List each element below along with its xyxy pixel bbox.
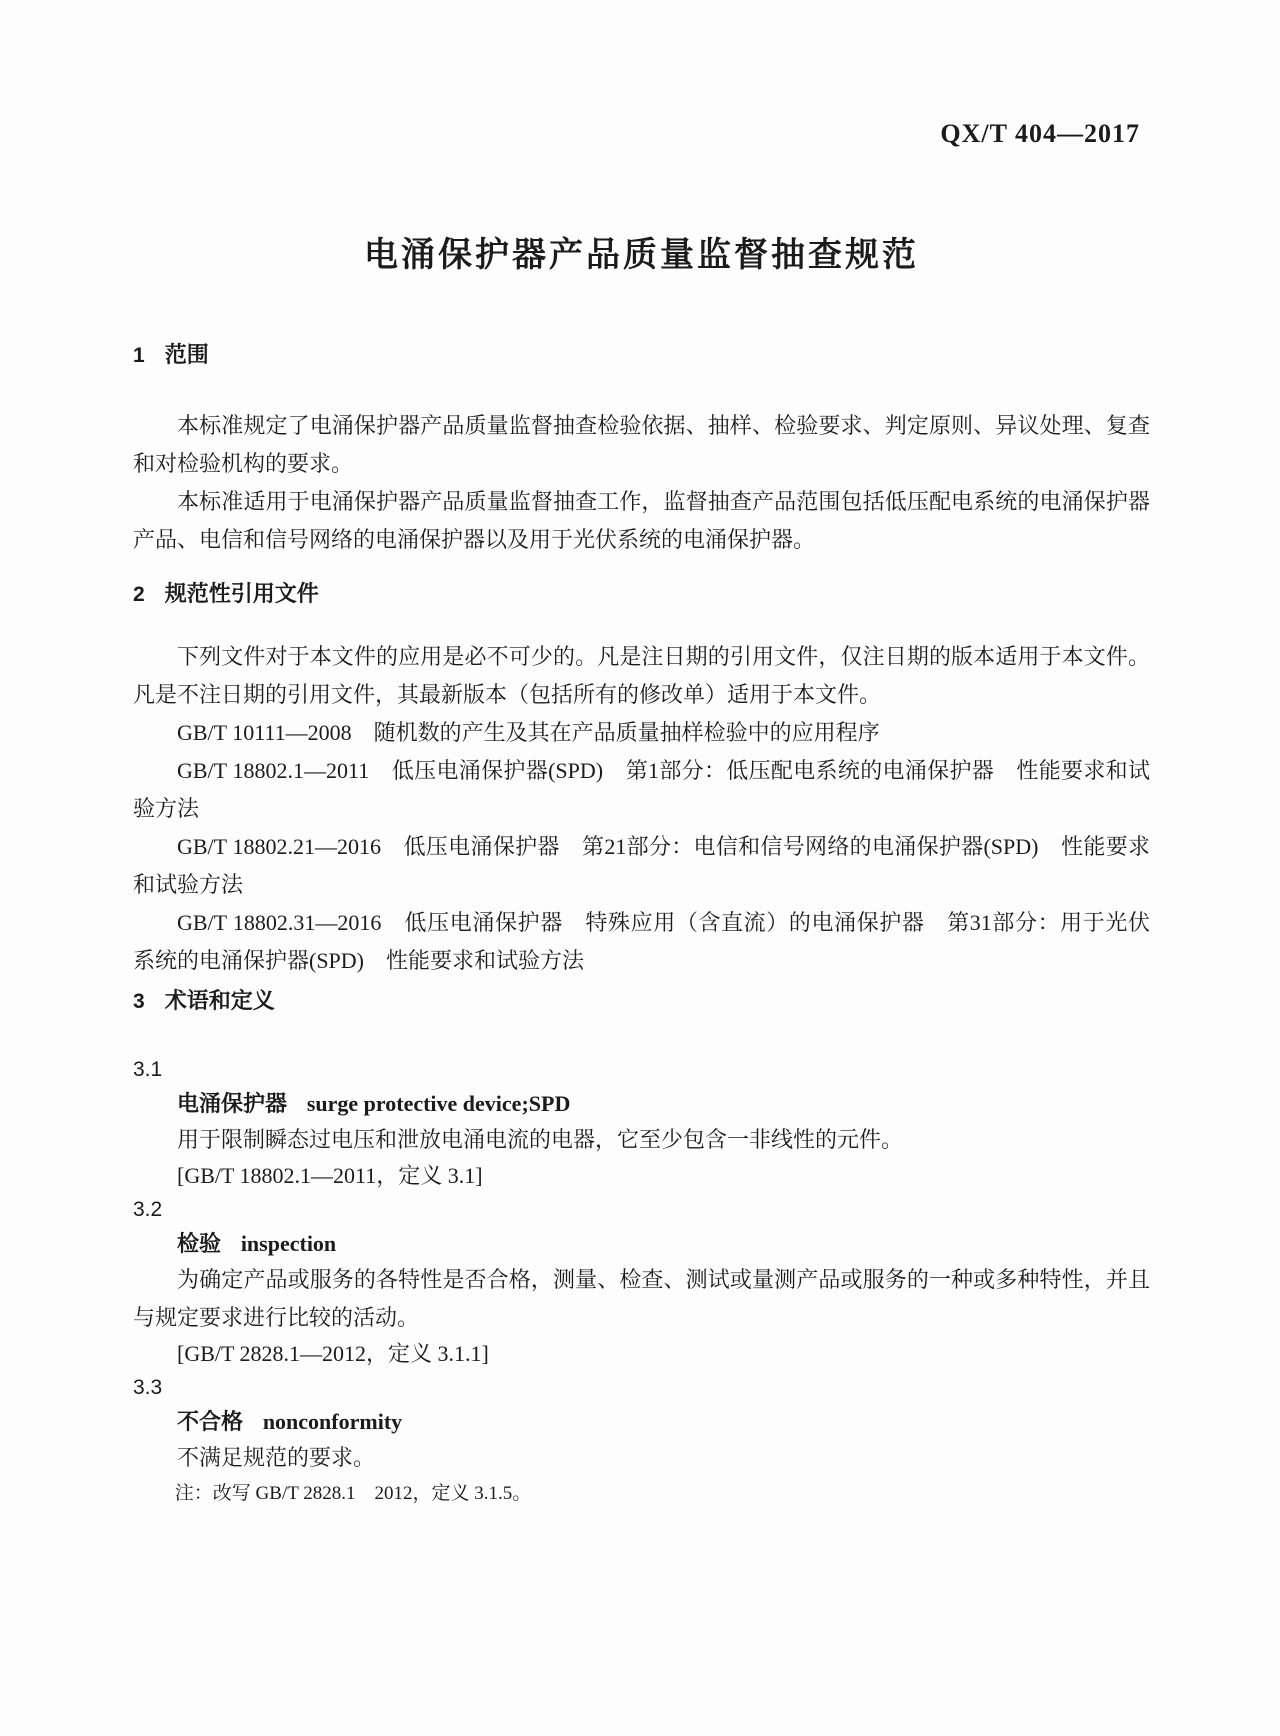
term-name-zh: 电涌保护器 xyxy=(177,1091,288,1116)
section-1-heading xyxy=(133,340,1150,371)
term-source: [GB/T 2828.1—2012，定义 3.1.1] xyxy=(177,1341,489,1366)
section-2-number: 2 xyxy=(133,583,145,606)
term-entry-3-1 xyxy=(133,1053,1150,1193)
scope-paragraph-1: 本标准规定了电涌保护器产品质量监督抽查检验依据、抽样、检验要求、判定原则、异议处理、复查和对检验机构的要求。 xyxy=(133,413,1150,476)
term-definition: 用于限制瞬态过电压和泄放电涌电流的电器，它至少包含一非线性的元件。 xyxy=(177,1127,904,1152)
reference-item: GB/T 18802.1—2011 低压电涌保护器(SPD) 第1部分：低压配电系统的电涌保护器 性能要求和试验方法 xyxy=(133,758,1150,821)
term-title xyxy=(133,1227,1150,1261)
term-number: 3.3 xyxy=(133,1376,163,1399)
section-2-title: 规范性引用文件 xyxy=(164,581,319,606)
section-3-title: 术语和定义 xyxy=(164,988,275,1013)
section-2-heading xyxy=(133,579,1150,610)
section-1-number: 1 xyxy=(133,344,145,367)
reference-item: GB/T 10111—2008 随机数的产生及其在产品质量抽样检验中的应用程序 xyxy=(177,720,880,745)
term-title xyxy=(133,1087,1150,1121)
term-entry-3-2 xyxy=(133,1193,1150,1371)
term-name-en: nonconformity xyxy=(262,1409,403,1434)
term-name-zh: 检验 xyxy=(177,1231,222,1256)
section-1-title: 范围 xyxy=(164,342,209,367)
term-title xyxy=(133,1405,1150,1439)
term-definition: 不满足规范的要求。 xyxy=(177,1445,376,1470)
term-definition: 为确定产品或服务的各特性是否合格，测量、检查、测试或量测产品或服务的一种或多种特性，并且与规定要求进行比较的活动。 xyxy=(133,1267,1150,1330)
doc-title: 电涌保护器产品质量监督抽查规范 xyxy=(364,237,919,274)
reference-item: GB/T 18802.31—2016 低压电涌保护器 特殊应用（含直流）的电涌保护器 第31部分：用于光伏系统的电涌保护器(SPD) 性能要求和试验方法 xyxy=(133,910,1150,973)
doc-number: QX/T 404—2017 xyxy=(940,119,1140,148)
reference-item: GB/T 18802.21—2016 低压电涌保护器 第21部分：电信和信号网络的电涌保护器(SPD) 性能要求和试验方法 xyxy=(133,834,1150,897)
scope-paragraph-2: 本标准适用于电涌保护器产品质量监督抽查工作，监督抽查产品范围包括低压配电系统的电涌保护器产品、电信和信号网络的电涌保护器以及用于光伏系统的电涌保护器。 xyxy=(133,489,1150,552)
term-entry-3-3 xyxy=(133,1371,1150,1509)
term-note: 注：改写 GB/T 2828.1 2012，定义 3.1.5。 xyxy=(174,1483,532,1504)
section-normative-references xyxy=(133,579,1150,980)
term-name-en: surge protective device;SPD xyxy=(306,1091,571,1116)
references-intro-paragraph: 下列文件对于本文件的应用是必不可少的。凡是注日期的引用文件，仅注日期的版本适用于本文件。凡是不注日期的引用文件，其最新版本（包括所有的修改单）适用于本文件。 xyxy=(133,644,1150,707)
section-3-heading xyxy=(133,986,1150,1017)
term-name-en: inspection xyxy=(240,1231,337,1256)
section-terms-definitions xyxy=(133,986,1150,1509)
term-number: 3.1 xyxy=(133,1058,163,1081)
section-3-number: 3 xyxy=(133,990,145,1013)
term-name-zh: 不合格 xyxy=(177,1409,244,1434)
section-scope xyxy=(133,340,1150,559)
term-source: [GB/T 18802.1—2011，定义 3.1] xyxy=(177,1163,483,1188)
term-number: 3.2 xyxy=(133,1198,163,1221)
